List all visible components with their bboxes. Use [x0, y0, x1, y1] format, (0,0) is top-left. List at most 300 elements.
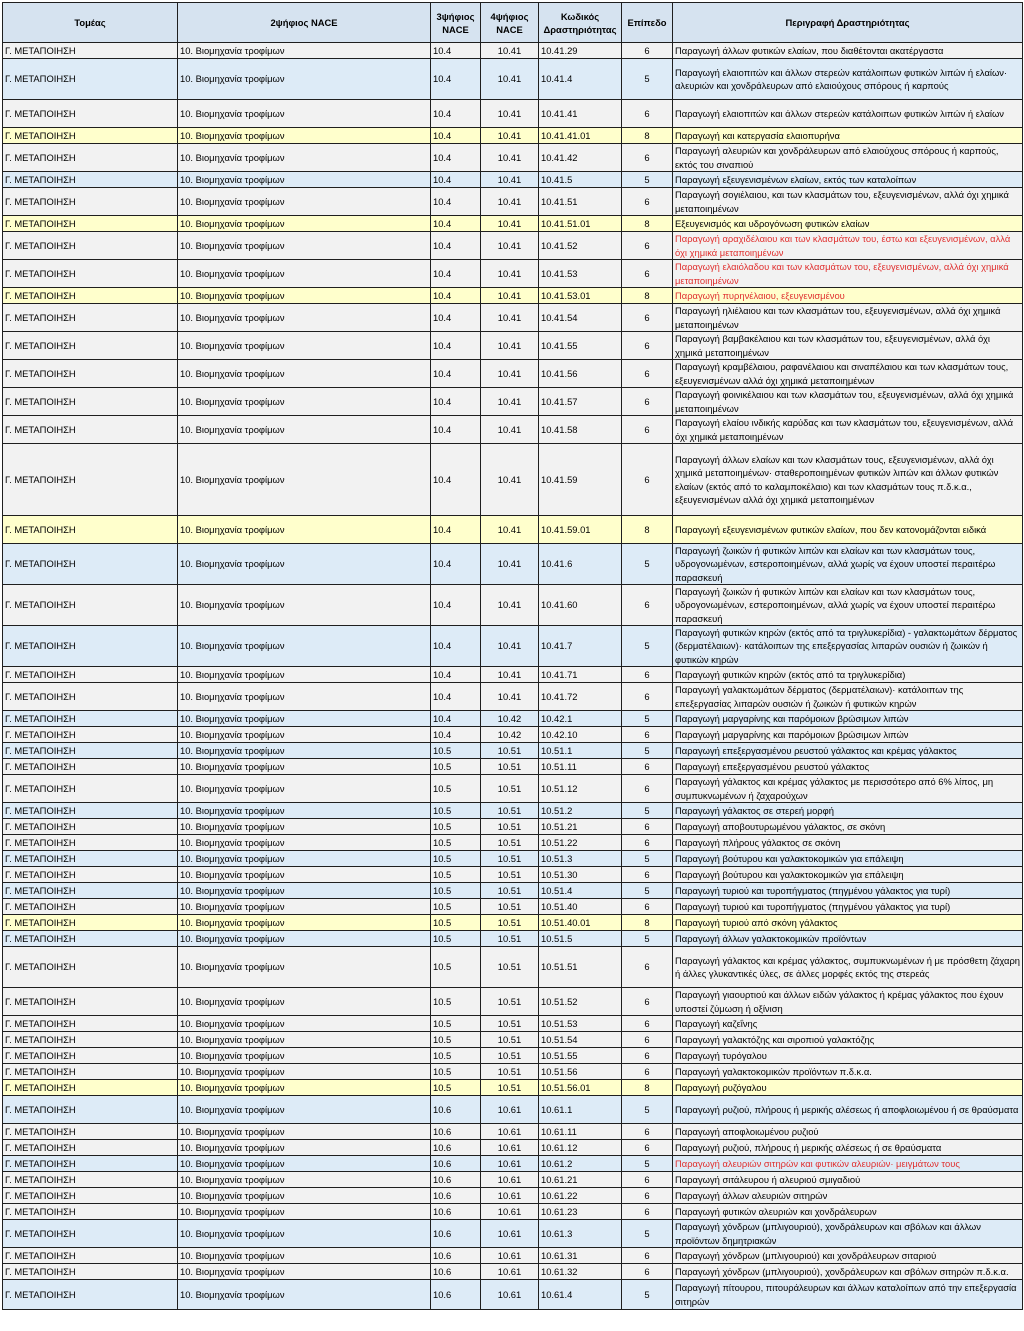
table-row	[3, 59, 1023, 100]
row-description-cell: Παραγωγή άλλων αλευριών σιτηρών	[673, 1188, 1023, 1204]
row-nace2-cell: 10. Βιομηχανία τροφίμων	[178, 851, 431, 867]
row-sector-cell: Γ. ΜΕΤΑΠΟΙΗΣΗ	[3, 59, 178, 100]
table-row	[3, 711, 1023, 727]
row-nace2-cell: 10. Βιομηχανία τροφίμων	[178, 667, 431, 683]
row-nace2-cell: 10. Βιομηχανία τροφίμων	[178, 1016, 431, 1032]
row-nace4-cell: 10.41	[481, 332, 539, 360]
row-activity-code-cell: 10.41.57	[539, 388, 622, 416]
row-sector-cell: Γ. ΜΕΤΑΠΟΙΗΣΗ	[3, 172, 178, 188]
row-description-cell: Παραγωγή γάλακτος σε στερεή μορφή	[673, 803, 1023, 819]
row-activity-code-cell: 10.41.54	[539, 304, 622, 332]
row-nace2-cell: 10. Βιομηχανία τροφίμων	[178, 1280, 431, 1310]
table-row	[3, 288, 1023, 304]
header-activity-code: Κωδικός Δραστηριότητας	[539, 3, 622, 43]
row-description-cell: Παραγωγή και κατεργασία ελαιοπυρήνα	[673, 128, 1023, 144]
row-nace4-cell: 10.41	[481, 667, 539, 683]
row-level-cell: 6	[622, 988, 673, 1016]
row-level-cell: 6	[622, 1124, 673, 1140]
row-description-cell: Παραγωγή γαλακτοκομικών προϊόντων π.δ.κ.α.	[673, 1064, 1023, 1080]
row-level-cell: 8	[622, 216, 673, 232]
header-nace4: 4ψήφιος NACE	[481, 3, 539, 43]
row-description-cell: Παραγωγή αποβουτυρωμένου γάλακτος, σε σκόνη	[673, 819, 1023, 835]
row-nace4-cell: 10.41	[481, 544, 539, 585]
table-row	[3, 332, 1023, 360]
table-row	[3, 1140, 1023, 1156]
row-level-cell: 6	[622, 1140, 673, 1156]
row-nace3-cell: 10.5	[431, 867, 481, 883]
row-activity-code-cell: 10.51.51	[539, 947, 622, 988]
row-nace2-cell: 10. Βιομηχανία τροφίμων	[178, 683, 431, 711]
row-description-cell: Παραγωγή τυριού από σκόνη γάλακτος	[673, 915, 1023, 931]
row-activity-code-cell: 10.61.1	[539, 1096, 622, 1124]
row-nace4-cell: 10.41	[481, 232, 539, 260]
row-nace4-cell: 10.61	[481, 1220, 539, 1248]
row-activity-code-cell: 10.61.32	[539, 1264, 622, 1280]
row-nace2-cell: 10. Βιομηχανία τροφίμων	[178, 1156, 431, 1172]
table-row	[3, 43, 1023, 59]
row-activity-code-cell: 10.51.11	[539, 759, 622, 775]
row-description-cell: Παραγωγή άλλων γαλακτοκομικών προϊόντων	[673, 931, 1023, 947]
row-nace4-cell: 10.41	[481, 172, 539, 188]
row-sector-cell: Γ. ΜΕΤΑΠΟΙΗΣΗ	[3, 100, 178, 128]
row-nace3-cell: 10.4	[431, 43, 481, 59]
row-nace3-cell: 10.5	[431, 819, 481, 835]
table-row	[3, 388, 1023, 416]
row-sector-cell: Γ. ΜΕΤΑΠΟΙΗΣΗ	[3, 288, 178, 304]
row-activity-code-cell: 10.61.11	[539, 1124, 622, 1140]
row-description-cell: Παραγωγή χόνδρων (μπλιγουριού), χονδράλευρων και σβόλων σιτηρών π.δ.κ.α.	[673, 1264, 1023, 1280]
table-row	[3, 1172, 1023, 1188]
row-level-cell: 6	[622, 759, 673, 775]
row-description-cell: Παραγωγή αλευριών και χονδράλευρων από ελαιούχους σπόρους ή καρπούς, εκτός του σιναπιού	[673, 144, 1023, 172]
table-row	[3, 544, 1023, 585]
row-activity-code-cell: 10.51.1	[539, 743, 622, 759]
row-nace2-cell: 10. Βιομηχανία τροφίμων	[178, 835, 431, 851]
row-description-cell: Παραγωγή άλλων ελαίων και των κλασμάτων τους, εξευγενισμένων, αλλά όχι χημικά μεταποιημένων· σταθεροποιημένων φυτικών λιπών και άλλων φυτικών ελαίων (εκτός από το καλαμποκέλαιο) και των κλασμάτων τους π.δ.κ.α., εξευγενισμένων αλλά όχι χημικά μεταποιημένων	[673, 444, 1023, 516]
row-nace2-cell: 10. Βιομηχανία τροφίμων	[178, 819, 431, 835]
row-nace4-cell: 10.51	[481, 899, 539, 915]
row-nace4-cell: 10.41	[481, 128, 539, 144]
row-level-cell: 5	[622, 711, 673, 727]
row-sector-cell: Γ. ΜΕΤΑΠΟΙΗΣΗ	[3, 851, 178, 867]
row-nace2-cell: 10. Βιομηχανία τροφίμων	[178, 1204, 431, 1220]
row-sector-cell: Γ. ΜΕΤΑΠΟΙΗΣΗ	[3, 216, 178, 232]
row-nace4-cell: 10.61	[481, 1140, 539, 1156]
row-level-cell: 6	[622, 1064, 673, 1080]
row-nace2-cell: 10. Βιομηχανία τροφίμων	[178, 100, 431, 128]
table-row	[3, 947, 1023, 988]
row-activity-code-cell: 10.41.72	[539, 683, 622, 711]
row-nace4-cell: 10.51	[481, 1064, 539, 1080]
row-description-cell: Παραγωγή φυτικών αλευριών και χονδράλευρων	[673, 1204, 1023, 1220]
row-nace4-cell: 10.51	[481, 947, 539, 988]
row-nace2-cell: 10. Βιομηχανία τροφίμων	[178, 931, 431, 947]
row-activity-code-cell: 10.41.42	[539, 144, 622, 172]
header-sector: Τομέας	[3, 3, 178, 43]
row-level-cell: 8	[622, 288, 673, 304]
row-sector-cell: Γ. ΜΕΤΑΠΟΙΗΣΗ	[3, 883, 178, 899]
row-nace4-cell: 10.51	[481, 988, 539, 1016]
row-activity-code-cell: 10.41.71	[539, 667, 622, 683]
row-level-cell: 5	[622, 851, 673, 867]
row-sector-cell: Γ. ΜΕΤΑΠΟΙΗΣΗ	[3, 544, 178, 585]
row-nace2-cell: 10. Βιομηχανία τροφίμων	[178, 144, 431, 172]
row-level-cell: 5	[622, 172, 673, 188]
row-activity-code-cell: 10.51.54	[539, 1032, 622, 1048]
row-level-cell: 6	[622, 144, 673, 172]
row-nace3-cell: 10.4	[431, 216, 481, 232]
table-row	[3, 100, 1023, 128]
row-sector-cell: Γ. ΜΕΤΑΠΟΙΗΣΗ	[3, 260, 178, 288]
row-description-cell: Παραγωγή κραμβέλαιου, ραφανέλαιου και σιναπέλαιου και των κλασμάτων τους, εξευγενισμένων αλλά όχι χημικά μεταποιημένων	[673, 360, 1023, 388]
row-activity-code-cell: 10.41.58	[539, 416, 622, 444]
row-level-cell: 5	[622, 1280, 673, 1310]
row-nace2-cell: 10. Βιομηχανία τροφίμων	[178, 260, 431, 288]
row-nace2-cell: 10. Βιομηχανία τροφίμων	[178, 915, 431, 931]
row-nace2-cell: 10. Βιομηχανία τροφίμων	[178, 332, 431, 360]
row-description-cell: Παραγωγή σιτάλευρου ή αλευριού σμιγαδιού	[673, 1172, 1023, 1188]
table-row	[3, 1080, 1023, 1096]
row-nace2-cell: 10. Βιομηχανία τροφίμων	[178, 1080, 431, 1096]
row-nace2-cell: 10. Βιομηχανία τροφίμων	[178, 743, 431, 759]
row-nace2-cell: 10. Βιομηχανία τροφίμων	[178, 216, 431, 232]
row-description-cell: Παραγωγή φυτικών κηρών (εκτός από τα τριγλυκερίδια) - γαλακτωμάτων δέρματος (δερματέλαιων)· κατάλοιπων της επεξεργασίας λιπαρών ουσιών ή ζωικών ή φυτικών κηρών	[673, 626, 1023, 667]
table-row	[3, 867, 1023, 883]
row-nace3-cell: 10.5	[431, 899, 481, 915]
row-nace2-cell: 10. Βιομηχανία τροφίμων	[178, 188, 431, 216]
row-nace4-cell: 10.51	[481, 1080, 539, 1096]
row-nace3-cell: 10.5	[431, 759, 481, 775]
row-activity-code-cell: 10.51.55	[539, 1048, 622, 1064]
row-activity-code-cell: 10.41.41	[539, 100, 622, 128]
table-row	[3, 1264, 1023, 1280]
row-sector-cell: Γ. ΜΕΤΑΠΟΙΗΣΗ	[3, 775, 178, 803]
row-nace4-cell: 10.51	[481, 931, 539, 947]
row-description-cell: Παραγωγή ελαίου ινδικής καρύδας και των κλασμάτων του, εξευγενισμένων, αλλά όχι χημικά μεταποιημένων	[673, 416, 1023, 444]
row-activity-code-cell: 10.51.56	[539, 1064, 622, 1080]
table-row	[3, 931, 1023, 947]
row-nace4-cell: 10.61	[481, 1156, 539, 1172]
row-nace4-cell: 10.41	[481, 388, 539, 416]
row-level-cell: 8	[622, 915, 673, 931]
row-nace4-cell: 10.51	[481, 915, 539, 931]
row-nace4-cell: 10.41	[481, 416, 539, 444]
row-nace3-cell: 10.4	[431, 128, 481, 144]
row-activity-code-cell: 10.61.22	[539, 1188, 622, 1204]
row-description-cell: Παραγωγή επεξεργασμένου ρευστού γάλακτος	[673, 759, 1023, 775]
row-sector-cell: Γ. ΜΕΤΑΠΟΙΗΣΗ	[3, 1220, 178, 1248]
row-nace4-cell: 10.51	[481, 1048, 539, 1064]
row-level-cell: 6	[622, 667, 673, 683]
table-row	[3, 585, 1023, 626]
row-level-cell: 5	[622, 803, 673, 819]
row-level-cell: 6	[622, 819, 673, 835]
row-activity-code-cell: 10.51.52	[539, 988, 622, 1016]
row-description-cell: Παραγωγή πίτουρου, πιτουράλευρων και άλλων καταλοίπων από την επεξεργασία σιτηρών	[673, 1280, 1023, 1310]
row-activity-code-cell: 10.51.5	[539, 931, 622, 947]
table-row	[3, 803, 1023, 819]
row-nace3-cell: 10.6	[431, 1248, 481, 1264]
row-nace3-cell: 10.4	[431, 188, 481, 216]
row-level-cell: 8	[622, 1080, 673, 1096]
row-level-cell: 6	[622, 360, 673, 388]
row-activity-code-cell: 10.61.21	[539, 1172, 622, 1188]
row-activity-code-cell: 10.51.56.01	[539, 1080, 622, 1096]
row-description-cell: Παραγωγή ηλιέλαιου και των κλασμάτων του, εξευγενισμένων, αλλά όχι χημικά μεταποιημένων	[673, 304, 1023, 332]
table-row	[3, 1048, 1023, 1064]
row-nace2-cell: 10. Βιομηχανία τροφίμων	[178, 1032, 431, 1048]
row-nace3-cell: 10.5	[431, 775, 481, 803]
row-description-cell: Παραγωγή γαλακτωμάτων δέρματος (δερματέλαιων)· κατάλοιπων της επεξεργασίας λιπαρών ουσιών ή ζωικών ή φυτικών κηρών	[673, 683, 1023, 711]
row-nace3-cell: 10.5	[431, 835, 481, 851]
row-nace2-cell: 10. Βιομηχανία τροφίμων	[178, 1096, 431, 1124]
row-level-cell: 5	[622, 1220, 673, 1248]
row-nace2-cell: 10. Βιομηχανία τροφίμων	[178, 232, 431, 260]
row-nace3-cell: 10.5	[431, 883, 481, 899]
row-description-cell: Παραγωγή αραχιδέλαιου και των κλασμάτων του, έστω και εξευγενισμένων, αλλά όχι χημικά μεταποιημένων	[673, 232, 1023, 260]
row-nace2-cell: 10. Βιομηχανία τροφίμων	[178, 416, 431, 444]
row-nace3-cell: 10.6	[431, 1280, 481, 1310]
table-row	[3, 128, 1023, 144]
row-description-cell: Παραγωγή αλευριών σιτηρών και φυτικών αλευριών· μειγμάτων τους	[673, 1156, 1023, 1172]
row-level-cell: 6	[622, 188, 673, 216]
row-sector-cell: Γ. ΜΕΤΑΠΟΙΗΣΗ	[3, 1280, 178, 1310]
row-nace4-cell: 10.51	[481, 803, 539, 819]
row-nace4-cell: 10.41	[481, 444, 539, 516]
table-row	[3, 1188, 1023, 1204]
row-nace2-cell: 10. Βιομηχανία τροφίμων	[178, 947, 431, 988]
row-nace3-cell: 10.6	[431, 1204, 481, 1220]
row-nace4-cell: 10.41	[481, 288, 539, 304]
row-level-cell: 6	[622, 388, 673, 416]
row-nace2-cell: 10. Βιομηχανία τροφίμων	[178, 883, 431, 899]
table-header-row	[3, 3, 1023, 43]
row-nace2-cell: 10. Βιομηχανία τροφίμων	[178, 1048, 431, 1064]
row-nace2-cell: 10. Βιομηχανία τροφίμων	[178, 585, 431, 626]
row-description-cell: Παραγωγή γαλακτόζης και σιροπιού γαλακτόζης	[673, 1032, 1023, 1048]
row-activity-code-cell: 10.61.4	[539, 1280, 622, 1310]
row-nace2-cell: 10. Βιομηχανία τροφίμων	[178, 43, 431, 59]
row-activity-code-cell: 10.51.30	[539, 867, 622, 883]
row-description-cell: Παραγωγή ρυζόγαλου	[673, 1080, 1023, 1096]
row-activity-code-cell: 10.51.2	[539, 803, 622, 819]
row-level-cell: 6	[622, 1016, 673, 1032]
row-nace3-cell: 10.6	[431, 1124, 481, 1140]
row-nace3-cell: 10.5	[431, 915, 481, 931]
row-activity-code-cell: 10.41.59	[539, 444, 622, 516]
table-row	[3, 727, 1023, 743]
table-row	[3, 1016, 1023, 1032]
row-sector-cell: Γ. ΜΕΤΑΠΟΙΗΣΗ	[3, 1124, 178, 1140]
row-sector-cell: Γ. ΜΕΤΑΠΟΙΗΣΗ	[3, 1032, 178, 1048]
row-nace3-cell: 10.4	[431, 667, 481, 683]
row-nace2-cell: 10. Βιομηχανία τροφίμων	[178, 1188, 431, 1204]
row-nace3-cell: 10.5	[431, 1080, 481, 1096]
row-nace4-cell: 10.41	[481, 683, 539, 711]
row-description-cell: Παραγωγή γάλακτος και κρέμας γάλακτος, συμπυκνωμένων ή με πρόσθετη ζάχαρη ή άλλες γλυκαντικές ύλες, σε άλλες μορφές εκτός της στερεάς	[673, 947, 1023, 988]
row-description-cell: Παραγωγή μαργαρίνης και παρόμοιων βρώσιμων λιπών	[673, 711, 1023, 727]
table-row	[3, 416, 1023, 444]
row-sector-cell: Γ. ΜΕΤΑΠΟΙΗΣΗ	[3, 947, 178, 988]
table-row	[3, 304, 1023, 332]
row-level-cell: 6	[622, 260, 673, 288]
row-nace3-cell: 10.6	[431, 1264, 481, 1280]
table-row	[3, 1124, 1023, 1140]
row-activity-code-cell: 10.41.51.01	[539, 216, 622, 232]
table-row	[3, 915, 1023, 931]
row-nace2-cell: 10. Βιομηχανία τροφίμων	[178, 759, 431, 775]
row-nace3-cell: 10.5	[431, 851, 481, 867]
row-activity-code-cell: 10.51.21	[539, 819, 622, 835]
row-nace4-cell: 10.51	[481, 1016, 539, 1032]
row-level-cell: 6	[622, 1172, 673, 1188]
row-nace3-cell: 10.4	[431, 388, 481, 416]
table-row	[3, 1064, 1023, 1080]
row-sector-cell: Γ. ΜΕΤΑΠΟΙΗΣΗ	[3, 1188, 178, 1204]
row-description-cell: Παραγωγή γιαουρτιού και άλλων ειδών γάλακτος ή κρέμας γάλακτος που έχουν υποστεί ζύμωση ή οξίνιση	[673, 988, 1023, 1016]
row-activity-code-cell: 10.51.40.01	[539, 915, 622, 931]
row-nace4-cell: 10.41	[481, 188, 539, 216]
row-sector-cell: Γ. ΜΕΤΑΠΟΙΗΣΗ	[3, 819, 178, 835]
row-activity-code-cell: 10.51.53	[539, 1016, 622, 1032]
row-description-cell: Παραγωγή αποφλοιωμένου ρυζιού	[673, 1124, 1023, 1140]
row-description-cell: Παραγωγή επεξεργασμένου ρευστού γάλακτος και κρέμας γάλακτος	[673, 743, 1023, 759]
header-level: Επίπεδο	[622, 3, 673, 43]
row-level-cell: 5	[622, 883, 673, 899]
row-sector-cell: Γ. ΜΕΤΑΠΟΙΗΣΗ	[3, 304, 178, 332]
row-nace3-cell: 10.6	[431, 1096, 481, 1124]
row-description-cell: Παραγωγή ελαιοπιτών και άλλων στερεών κατάλοιπων φυτικών λιπών ή ελαίων· αλευριών και χονδράλευρων από ελαιούχους σπόρους ή καρπούς	[673, 59, 1023, 100]
row-description-cell: Παραγωγή τυριού και τυροπήγματος (πηγμένου γάλακτος για τυρί)	[673, 883, 1023, 899]
header-nace2: 2ψήφιος NACE	[178, 3, 431, 43]
row-nace3-cell: 10.5	[431, 1016, 481, 1032]
row-nace2-cell: 10. Βιομηχανία τροφίμων	[178, 172, 431, 188]
row-description-cell: Παραγωγή εξευγενισμένων φυτικών ελαίων, που δεν κατονομάζονται ειδικά	[673, 516, 1023, 544]
table-row	[3, 1032, 1023, 1048]
row-nace2-cell: 10. Βιομηχανία τροφίμων	[178, 1140, 431, 1156]
table-row	[3, 1248, 1023, 1264]
table-row	[3, 988, 1023, 1016]
row-activity-code-cell: 10.42.10	[539, 727, 622, 743]
table-row	[3, 1280, 1023, 1310]
row-level-cell: 6	[622, 947, 673, 988]
row-description-cell: Παραγωγή άλλων φυτικών ελαίων, που διαθέτονται ακατέργαστα	[673, 43, 1023, 59]
row-sector-cell: Γ. ΜΕΤΑΠΟΙΗΣΗ	[3, 1048, 178, 1064]
row-level-cell: 6	[622, 585, 673, 626]
row-nace4-cell: 10.41	[481, 59, 539, 100]
row-nace2-cell: 10. Βιομηχανία τροφίμων	[178, 1064, 431, 1080]
row-nace3-cell: 10.5	[431, 1048, 481, 1064]
row-nace3-cell: 10.6	[431, 1140, 481, 1156]
row-nace2-cell: 10. Βιομηχανία τροφίμων	[178, 444, 431, 516]
row-nace4-cell: 10.51	[481, 883, 539, 899]
row-activity-code-cell: 10.41.6	[539, 544, 622, 585]
table-row	[3, 626, 1023, 667]
row-nace2-cell: 10. Βιομηχανία τροφίμων	[178, 775, 431, 803]
row-description-cell: Παραγωγή βαμβακέλαιου και των κλασμάτων του, εξευγενισμένων, αλλά όχι χημικά μεταποιημένων	[673, 332, 1023, 360]
row-sector-cell: Γ. ΜΕΤΑΠΟΙΗΣΗ	[3, 803, 178, 819]
row-nace2-cell: 10. Βιομηχανία τροφίμων	[178, 1172, 431, 1188]
row-nace3-cell: 10.4	[431, 172, 481, 188]
row-description-cell: Παραγωγή φοινικέλαιου και των κλασμάτων του, εξευγενισμένων, αλλά όχι χημικά μεταποιημένων	[673, 388, 1023, 416]
row-sector-cell: Γ. ΜΕΤΑΠΟΙΗΣΗ	[3, 1264, 178, 1280]
row-description-cell: Παραγωγή βούτυρου και γαλακτοκομικών για επάλειψη	[673, 867, 1023, 883]
row-sector-cell: Γ. ΜΕΤΑΠΟΙΗΣΗ	[3, 683, 178, 711]
row-sector-cell: Γ. ΜΕΤΑΠΟΙΗΣΗ	[3, 188, 178, 216]
row-nace4-cell: 10.41	[481, 626, 539, 667]
row-sector-cell: Γ. ΜΕΤΑΠΟΙΗΣΗ	[3, 931, 178, 947]
row-nace3-cell: 10.4	[431, 516, 481, 544]
row-level-cell: 5	[622, 59, 673, 100]
table-row	[3, 232, 1023, 260]
row-activity-code-cell: 10.41.52	[539, 232, 622, 260]
row-nace2-cell: 10. Βιομηχανία τροφίμων	[178, 360, 431, 388]
row-nace4-cell: 10.51	[481, 1032, 539, 1048]
table-row	[3, 683, 1023, 711]
row-nace2-cell: 10. Βιομηχανία τροφίμων	[178, 626, 431, 667]
row-level-cell: 6	[622, 1264, 673, 1280]
row-sector-cell: Γ. ΜΕΤΑΠΟΙΗΣΗ	[3, 1016, 178, 1032]
row-sector-cell: Γ. ΜΕΤΑΠΟΙΗΣΗ	[3, 1080, 178, 1096]
row-sector-cell: Γ. ΜΕΤΑΠΟΙΗΣΗ	[3, 416, 178, 444]
row-nace3-cell: 10.5	[431, 1064, 481, 1080]
row-nace3-cell: 10.4	[431, 288, 481, 304]
row-activity-code-cell: 10.51.22	[539, 835, 622, 851]
table-row	[3, 1156, 1023, 1172]
row-sector-cell: Γ. ΜΕΤΑΠΟΙΗΣΗ	[3, 1064, 178, 1080]
row-nace2-cell: 10. Βιομηχανία τροφίμων	[178, 1124, 431, 1140]
row-activity-code-cell: 10.51.40	[539, 899, 622, 915]
row-nace2-cell: 10. Βιομηχανία τροφίμων	[178, 516, 431, 544]
row-description-cell: Παραγωγή βούτυρου και γαλακτοκομικών για επάλειψη	[673, 851, 1023, 867]
row-description-cell: Παραγωγή χόνδρων (μπλιγουριού) και χονδράλευρων σιταριού	[673, 1248, 1023, 1264]
row-sector-cell: Γ. ΜΕΤΑΠΟΙΗΣΗ	[3, 1248, 178, 1264]
row-nace3-cell: 10.4	[431, 544, 481, 585]
row-nace4-cell: 10.61	[481, 1188, 539, 1204]
row-nace4-cell: 10.41	[481, 43, 539, 59]
row-nace4-cell: 10.41	[481, 100, 539, 128]
row-activity-code-cell: 10.41.5	[539, 172, 622, 188]
row-sector-cell: Γ. ΜΕΤΑΠΟΙΗΣΗ	[3, 899, 178, 915]
row-sector-cell: Γ. ΜΕΤΑΠΟΙΗΣΗ	[3, 585, 178, 626]
row-sector-cell: Γ. ΜΕΤΑΠΟΙΗΣΗ	[3, 516, 178, 544]
row-nace3-cell: 10.6	[431, 1156, 481, 1172]
table-row	[3, 188, 1023, 216]
row-nace3-cell: 10.4	[431, 232, 481, 260]
table-row	[3, 1220, 1023, 1248]
row-nace4-cell: 10.41	[481, 260, 539, 288]
row-nace4-cell: 10.61	[481, 1264, 539, 1280]
row-nace4-cell: 10.41	[481, 360, 539, 388]
row-nace2-cell: 10. Βιομηχανία τροφίμων	[178, 1220, 431, 1248]
row-nace2-cell: 10. Βιομηχανία τροφίμων	[178, 388, 431, 416]
row-level-cell: 8	[622, 516, 673, 544]
row-nace4-cell: 10.61	[481, 1204, 539, 1220]
row-activity-code-cell: 10.51.12	[539, 775, 622, 803]
row-activity-code-cell: 10.42.1	[539, 711, 622, 727]
table-row	[3, 260, 1023, 288]
row-nace2-cell: 10. Βιομηχανία τροφίμων	[178, 288, 431, 304]
row-level-cell: 6	[622, 1048, 673, 1064]
row-description-cell: Παραγωγή φυτικών κηρών (εκτός από τα τριγλυκερίδια)	[673, 667, 1023, 683]
table-row	[3, 516, 1023, 544]
row-level-cell: 6	[622, 1188, 673, 1204]
row-nace2-cell: 10. Βιομηχανία τροφίμων	[178, 304, 431, 332]
row-sector-cell: Γ. ΜΕΤΑΠΟΙΗΣΗ	[3, 232, 178, 260]
table-row	[3, 819, 1023, 835]
row-activity-code-cell: 10.41.41.01	[539, 128, 622, 144]
row-level-cell: 6	[622, 775, 673, 803]
